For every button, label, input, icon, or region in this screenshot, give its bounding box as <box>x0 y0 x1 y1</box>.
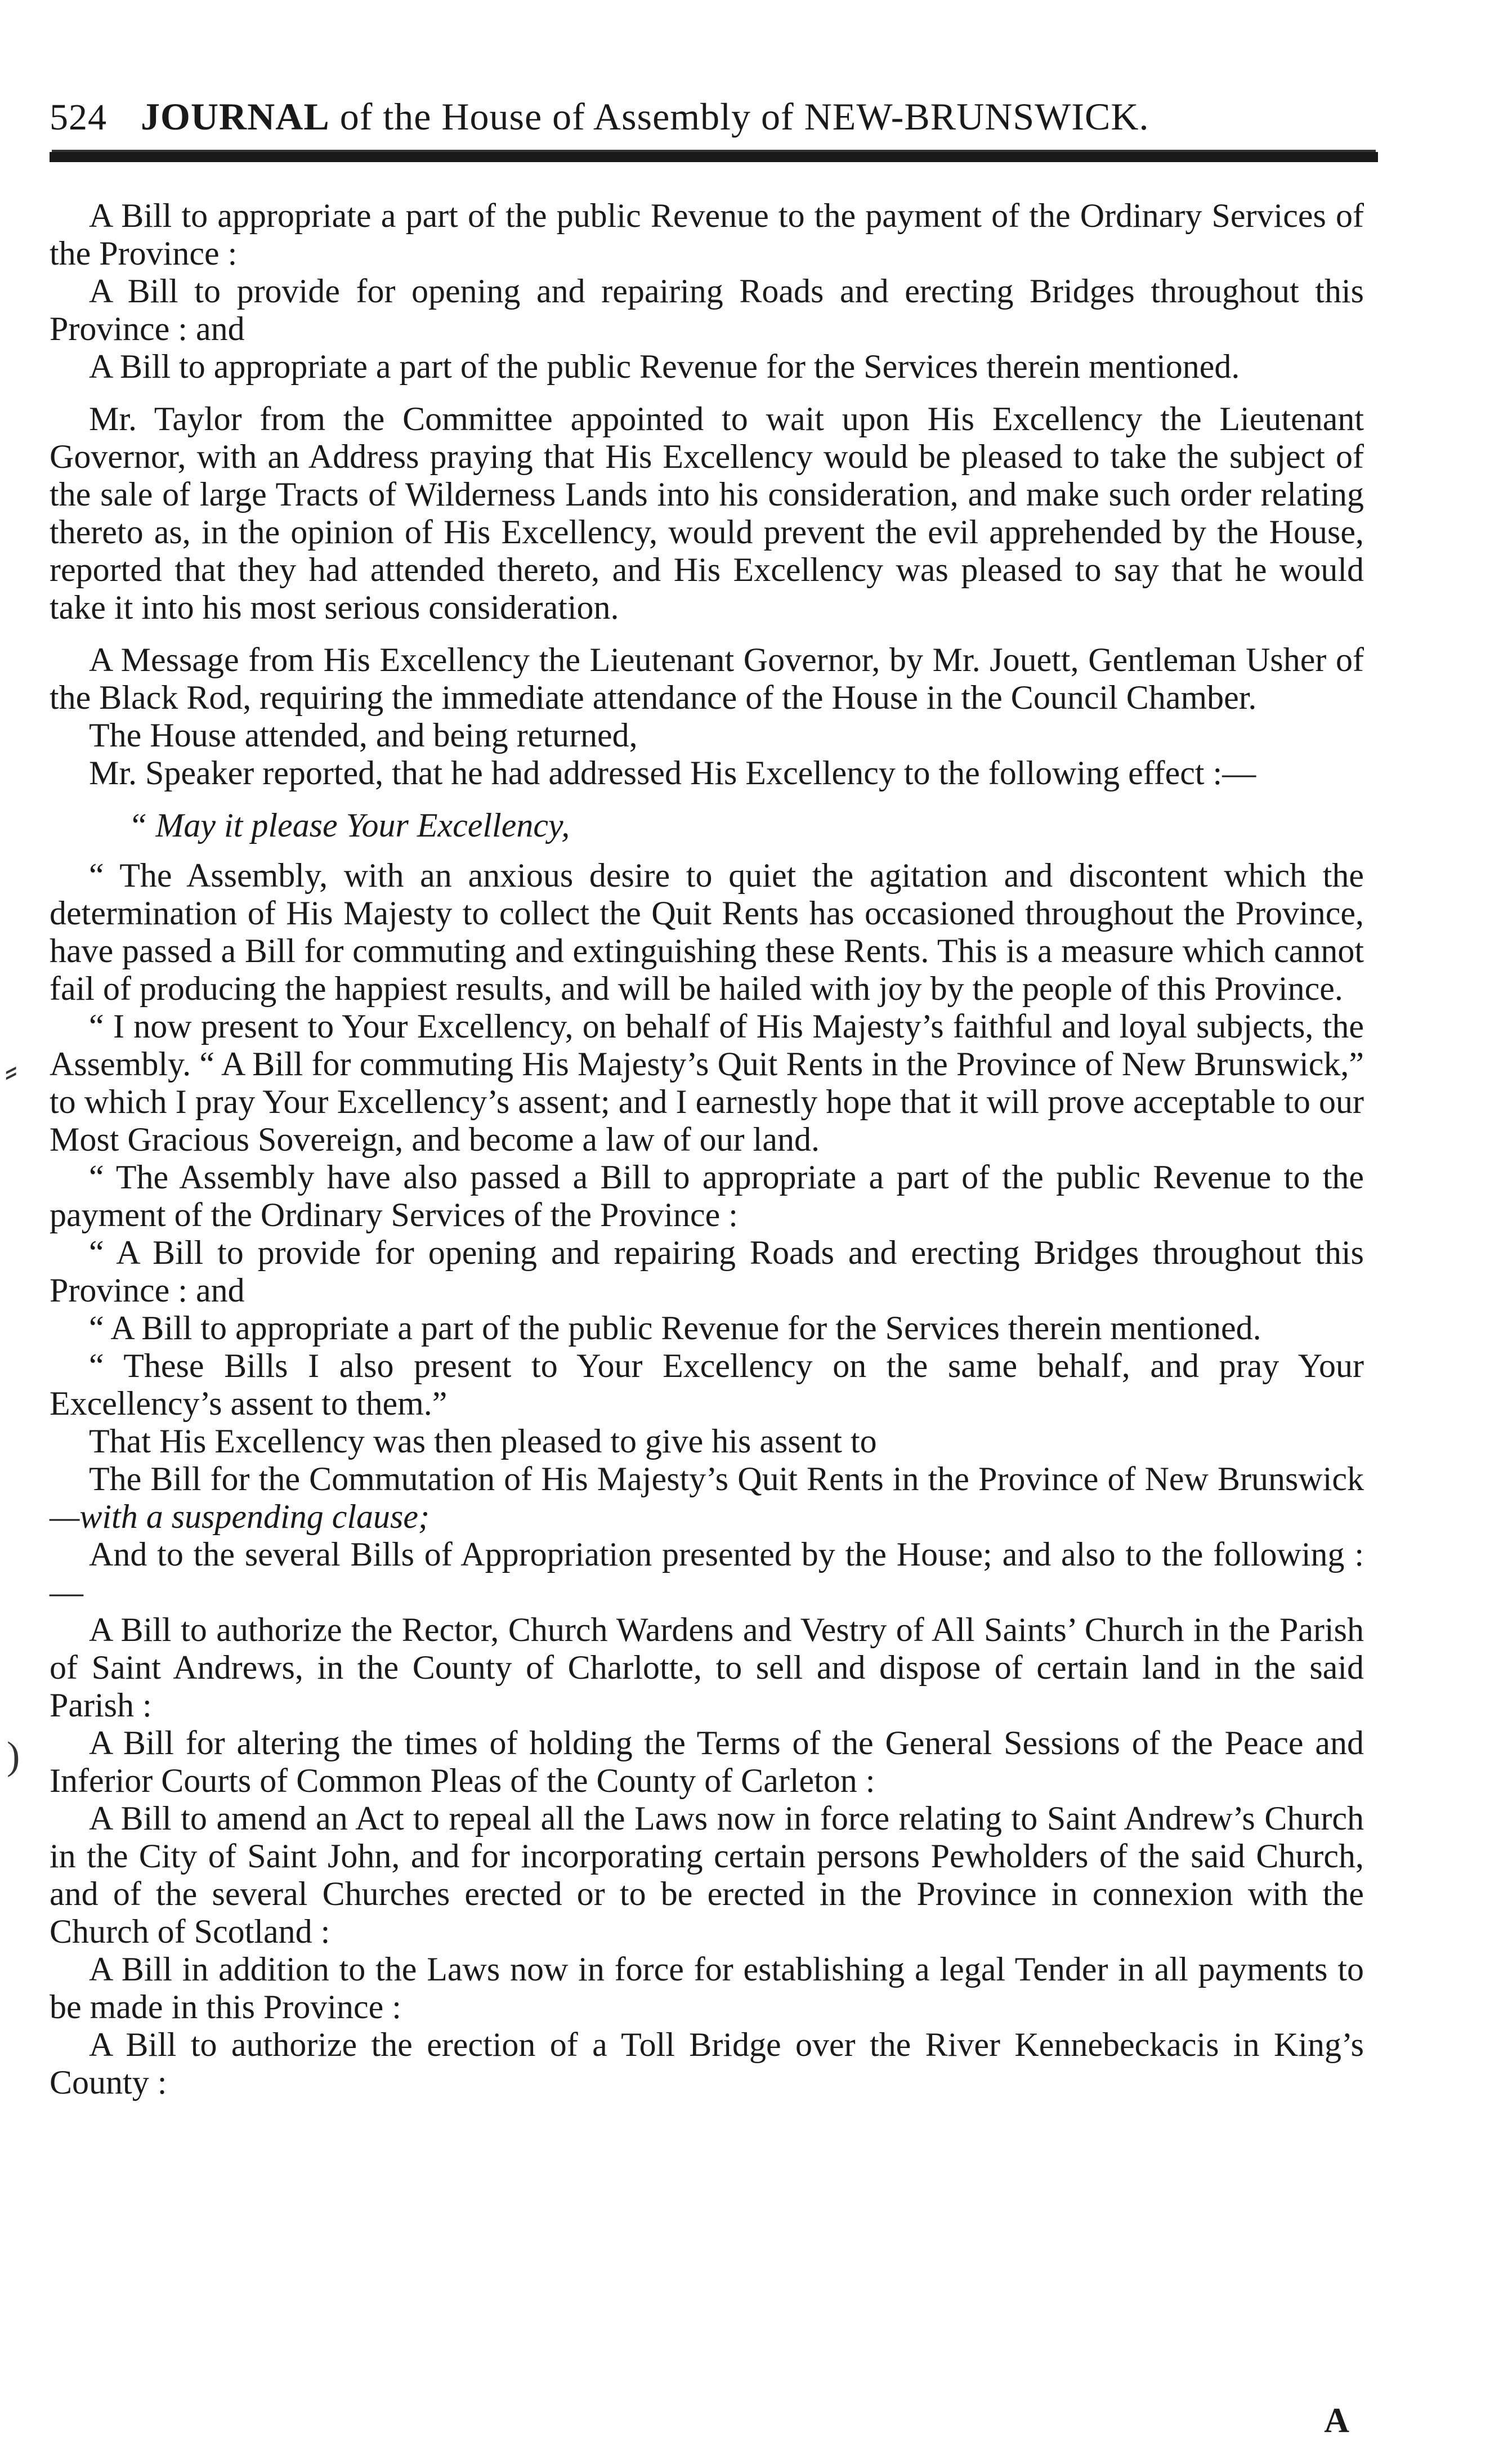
running-title-rest: of the House of Assembly of NEW-BRUNSWICK. <box>339 95 1149 138</box>
paragraph: “ A Bill to appropriate a part of the public Revenue for the Services therein mentioned. <box>89 1309 1261 1347</box>
salutation: “ May it please Your Excellency, <box>128 807 570 844</box>
paragraph: The House attended, and being returned, <box>89 717 638 754</box>
italic-clause: —with a suspending clause; <box>50 1498 429 1535</box>
paragraph: “ I now present to Your Excellency, on behalf of His Majesty’s faithful and loyal subjects, the Assembly. “ A Bill for commuting His Majesty’s Quit Rents in the Province of New Brunswick,” to which I pray Your Excellency’s assent; and I earnestly hope that it will prove acceptable to our Most Gracious Sovereign, and become a law of our land. <box>50 1008 1364 1158</box>
paragraph: A Message from His Excellency the Lieutenant Governor, by Mr. Jouett, Gentleman Usher of the Black Rod, requiring the immediate attendance of the House in the Council Chamber. <box>50 641 1364 716</box>
paragraph: “ A Bill to provide for opening and repairing Roads and erecting Bridges throughout this Province : and <box>50 1234 1364 1309</box>
running-title-bold: JOURNAL <box>141 95 330 138</box>
paragraph: A Bill for altering the times of holding the Terms of the General Sessions of the Peace and Inferior Courts of Common Pleas of the County of Carleton : <box>50 1724 1364 1799</box>
paragraph: “ These Bills I also present to Your Excellency on the same behalf, and pray Your Excellency’s assent to them.” <box>50 1347 1364 1422</box>
paragraph: A Bill to appropriate a part of the public Revenue for the Services therein mentioned. <box>89 348 1240 385</box>
paragraph: That His Excellency was then pleased to give his assent to <box>89 1423 877 1460</box>
page-body <box>50 197 1364 2101</box>
paragraph: Mr. Speaker reported, that he had addressed His Excellency to the following effect :— <box>89 754 1256 791</box>
catchword: A <box>1324 2402 1349 2440</box>
paragraph <box>50 1460 1364 1536</box>
paragraph: A Bill in addition to the Laws now in force for establishing a legal Tender in all payments to be made in this Province : <box>50 1951 1364 2025</box>
paragraph: “ The Assembly, with an anxious desire to quiet the agitation and discontent which the determination of His Majesty to collect the Quit Rents has occasioned throughout the Province, have passed a Bill for commuting and extinguishing these Rents. This is a measure which cannot fail of producing the happiest results, and will be hailed with joy by the people of this Province. <box>50 857 1364 1007</box>
paragraph: A Bill to amend an Act to repeal all the Laws now in force relating to Saint Andrew’s Church in the City of Saint John, and for incorporating certain persons Pewholders of the said Church, and of the several Churches erected or to be erected in the Province in connexion with the Church of Scotland : <box>50 1800 1364 1950</box>
paragraph: “ The Assembly have also passed a Bill to appropriate a part of the public Revenue to the payment of the Ordinary Services of the Province : <box>50 1159 1364 1233</box>
paragraph: And to the several Bills of Appropriation presented by the House; and also to the following :— <box>50 1536 1364 1611</box>
paragraph: A Bill to provide for opening and repairing Roads and erecting Bridges throughout this Province : and <box>50 272 1364 347</box>
page-header <box>50 95 1378 139</box>
paragraph: Mr. Taylor from the Committee appointed to wait upon His Excellency the Lieutenant Governor, with an Address praying that His Excellency would be pleased to take the subject of the sale of large Tracts of Wilderness Lands into his consideration, and make such order relating thereto as, in the opinion of His Excellency, would prevent the evil apprehended by the House, reported that they had attended thereto, and His Excellency was pleased to say that he would take it into his most serious consideration. <box>50 400 1364 626</box>
page-number: 524 <box>50 97 107 138</box>
running-title <box>141 95 1149 139</box>
margin-bracket: ) <box>7 1734 20 1778</box>
margin-mark: ⸗ <box>5 1049 18 1092</box>
paragraph: A Bill to authorize the Rector, Church Wardens and Vestry of All Saints’ Church in the Parish of Saint Andrews, in the County of Charlotte, to sell and dispose of certain land in the said Parish : <box>50 1611 1364 1724</box>
paragraph: A Bill to authorize the erection of a Toll Bridge over the River Kennebeckacis in King’s County : <box>50 2026 1364 2101</box>
header-rule <box>50 152 1378 162</box>
paragraph-text: The Bill for the Commutation of His Majesty’s Quit Rents in the Province of New Brunswick <box>89 1460 1364 1497</box>
paragraph: A Bill to appropriate a part of the public Revenue to the payment of the Ordinary Services of the Province : <box>50 197 1364 272</box>
